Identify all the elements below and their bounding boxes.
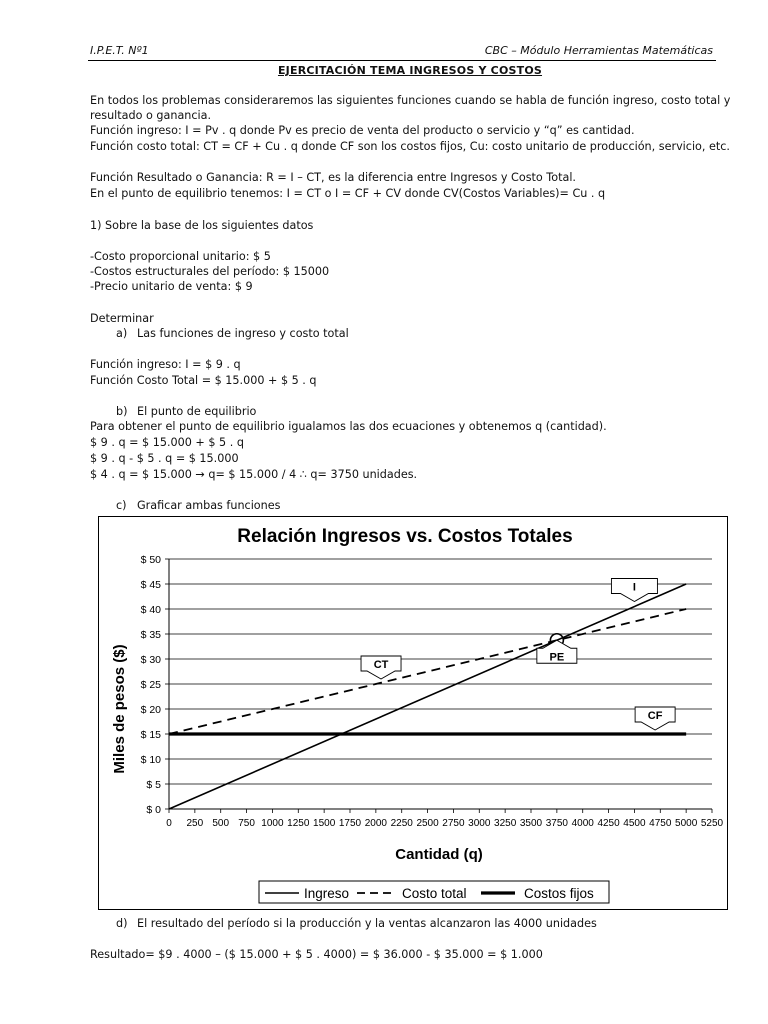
x-tick-label: 2750 [442, 818, 465, 829]
y-tick-label: $ 30 [140, 654, 161, 666]
problem-statement: 1) Sobre la base de los siguientes datos [90, 219, 314, 232]
legend-label: Costo total [402, 886, 467, 901]
chart-svg [99, 517, 727, 909]
item-d-label: d) [116, 917, 128, 930]
chart-annotations [361, 579, 675, 731]
document-title: EJERCITACIÓN TEMA INGRESOS Y COSTOS [277, 64, 543, 77]
x-tick-label: 3750 [545, 818, 568, 829]
y-tick-label: $ 0 [146, 804, 161, 816]
item-a-label: a) [116, 327, 128, 340]
y-tick-label: $ 5 [146, 779, 161, 791]
chart-y-axis-label: Miles de pesos ($) [111, 644, 128, 774]
header-divider [88, 60, 716, 61]
callout-ct-label: CT [373, 659, 389, 671]
y-tick-label: $ 15 [140, 729, 161, 741]
intro-line-4: Función Resultado o Ganancia: R = I – CT, es la diferencia entre Ingresos y Costo Total. [90, 171, 576, 184]
x-tick-label: 5000 [675, 818, 698, 829]
x-tick-label: 1750 [338, 818, 362, 829]
x-tick-label: 750 [238, 818, 255, 829]
item-a-text: Las funciones de ingreso y costo total [137, 327, 349, 340]
x-tick-label: 1500 [313, 818, 336, 829]
item-d-text: El resultado del período si la producción y la ventas alcanzaron las 4000 unidades [137, 917, 597, 930]
x-tick-label: 1250 [287, 818, 310, 829]
x-tick-label: 3500 [519, 818, 543, 829]
chart-x-axis-label: Cantidad (q) [395, 846, 483, 863]
item-b-text: El punto de equilibrio [137, 405, 257, 418]
x-tick-label: 5250 [700, 818, 724, 829]
legend-label: Ingreso [304, 886, 350, 901]
answer-a-line-1: Función ingreso: I = $ 9 . q [90, 358, 241, 371]
item-b-label: b) [116, 405, 128, 418]
y-tick-label: $ 10 [140, 754, 161, 766]
x-tick-label: 4500 [623, 818, 646, 829]
x-tick-label: 4000 [571, 818, 594, 829]
x-tick-label: 3000 [468, 818, 491, 829]
series-line-ingreso [169, 581, 686, 809]
intro-line-1: En todos los problemas consideraremos las siguientes funciones cuando se habla de función ingreso, costo total y resultado o ganancia. [90, 94, 731, 122]
series-line-costo-total [169, 609, 686, 734]
answer-b-line-2: $ 9 . q = $ 15.000 + $ 5 . q [90, 436, 244, 449]
data-line-3: -Precio unitario de venta: $ 9 [90, 280, 253, 293]
y-tick-label: $ 45 [140, 579, 161, 591]
item-c-text: Graficar ambas funciones [137, 499, 281, 512]
answer-d-line: Resultado= $9 . 4000 – ($ 15.000 + $ 5 . 4000) = $ 36.000 - $ 35.000 = $ 1.000 [90, 948, 543, 961]
answer-a-line-2: Función Costo Total = $ 15.000 + $ 5 . q [90, 374, 317, 387]
x-tick-label: 4250 [597, 818, 620, 829]
x-tick-label: 500 [212, 818, 230, 829]
intro-line-3: Función costo total: CT = CF + Cu . q donde CF son los costos fijos, Cu: costo unitario de producción, servicio, etc. [90, 140, 730, 153]
y-tick-label: $ 20 [140, 704, 161, 716]
header-right: CBC – Módulo Herramientas Matemáticas [484, 44, 713, 57]
answer-b-line-3: $ 9 . q - $ 5 . q = $ 15.000 [90, 452, 239, 465]
callout-pe-label: PE [549, 651, 565, 664]
chart-legend [259, 881, 609, 903]
x-tick-label: 1000 [261, 818, 284, 829]
data-line-2: -Costos estructurales del período: $ 15000 [90, 265, 330, 278]
chart-series [169, 581, 686, 809]
answer-b-line-4: $ 4 . q = $ 15.000 → q= $ 15.000 / 4 ∴ q= 3750 unidades. [90, 468, 418, 481]
x-tick-label: 2500 [416, 818, 439, 829]
determine-label: Determinar [90, 312, 154, 325]
y-tick-label: $ 50 [140, 554, 161, 566]
data-line-1: -Costo proporcional unitario: $ 5 [90, 250, 271, 263]
x-tick-label: 2000 [364, 818, 387, 829]
x-tick-label: 3250 [494, 818, 517, 829]
y-tick-label: $ 35 [140, 629, 161, 641]
intro-line-2: Función ingreso: I = Pv . q donde Pv es precio de venta del producto o servicio y “q” es cantidad. [90, 124, 635, 137]
legend-label: Costos fijos [524, 886, 594, 901]
callout-cf-label: CF [647, 710, 663, 722]
y-tick-label: $ 25 [140, 679, 161, 691]
header-left: I.P.E.T. Nº1 [90, 44, 149, 57]
item-c-label: c) [116, 499, 127, 512]
intro-line-5: En el punto de equilibrio tenemos: I = CT o I = CF + CV donde CV(Costos Variables)= Cu . q [90, 187, 606, 200]
x-tick-label: 4750 [649, 818, 672, 829]
answer-b-line-1: Para obtener el punto de equilibrio igualamos las dos ecuaciones y obtenemos q (cantidad). [90, 420, 607, 433]
chart-title: Relación Ingresos vs. Costos Totales [237, 526, 573, 547]
x-tick-label: 2250 [390, 818, 413, 829]
y-tick-label: $ 40 [140, 604, 161, 616]
chart-frame [98, 516, 728, 910]
callout-i-label: I [632, 581, 636, 594]
x-tick-label: 0 [166, 818, 172, 829]
x-tick-label: 250 [186, 818, 204, 829]
